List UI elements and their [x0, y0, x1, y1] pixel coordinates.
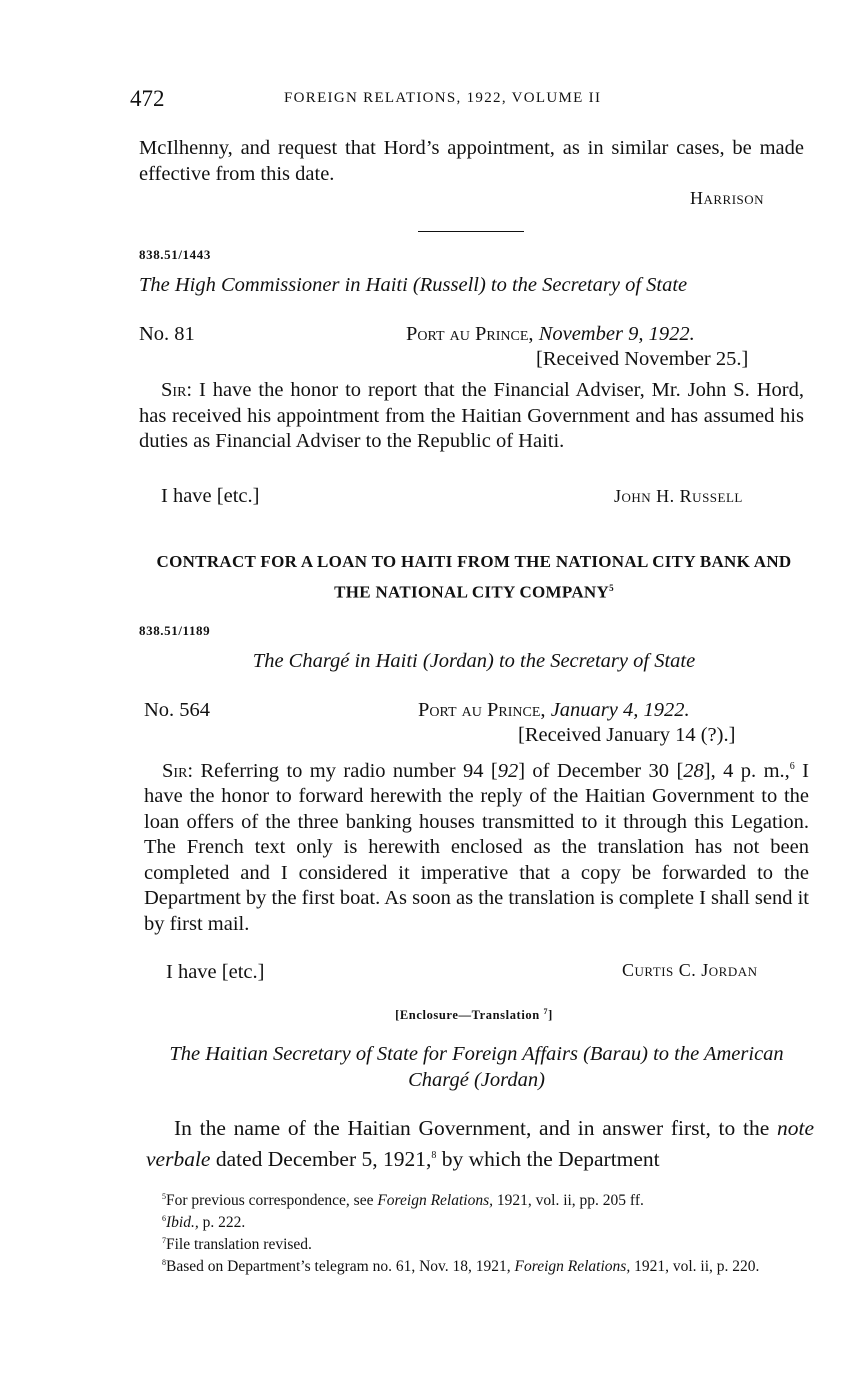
running-head: FOREIGN RELATIONS, 1922, VOLUME II	[284, 90, 602, 106]
enclosure-body: In the name of the Haitian Government, and in answer first, to the note verbale dated December 5, 1921,$^8$ by which the Department	[146, 1116, 814, 1172]
enclosure-title: The Haitian Secretary of State for Foreign Affairs (Barau) to the American Chargé (Jordan)	[169, 1043, 784, 1091]
footnotes	[148, 1188, 816, 1277]
received-date: [Received November 25.]	[536, 348, 749, 370]
closing: I have [etc.]	[166, 961, 265, 983]
document-title: The Chargé in Haiti (Jordan) to the Secretary of State	[252, 650, 696, 672]
document-number: No. 564	[144, 699, 211, 721]
page-number: 472	[130, 86, 165, 111]
footnote: $^5$For previous correspondence, see Foreign Relations, 1921, vol. ii, pp. 205 ff.	[162, 1192, 644, 1210]
letter-body: Sir: Referring to my radio number 94 [92] of December 30 [28], 4 p. m.,$^6$ I have the honor to forward herewith the reply of the Haitian Government to the loan offers of the three banking houses transmitted to it through this Legation. The French text only is herewith enclosed as the translation has not been completed and I considered it imperative that a copy be forwarded to the Department by the first boat. As soon as the translation is complete I shall send it by first mail.	[144, 759, 810, 935]
closing: I have [etc.]	[161, 485, 260, 507]
footnote: $^6$Ibid., p. 222.	[162, 1214, 246, 1232]
footnote: $^8$Based on Department’s telegram no. 61, Nov. 18, 1921, Foreign Relations, 1921, vol. ii, p. 220.	[162, 1258, 760, 1276]
signature-russell: John H. Russell	[614, 486, 743, 506]
enclosure-label: [Enclosure—Translation $^7$]	[395, 1007, 553, 1023]
section-heading: CONTRACT FOR A LOAN TO HAITI FROM THE NATIONAL CITY BANK AND THE NATIONAL CITY COMPANY$^5$	[156, 552, 792, 602]
footnote: $^7$File translation revised.	[162, 1236, 312, 1254]
received-date: [Received January 14 (?).]	[518, 724, 736, 746]
document-title: The High Commissioner in Haiti (Russell) to the Secretary of State	[139, 274, 688, 296]
document-number: No. 81	[139, 323, 195, 345]
dateline: Port au Prince, November 9, 1922.	[406, 323, 695, 345]
section-divider	[418, 231, 524, 232]
signature-harrison: Harrison	[690, 188, 765, 208]
file-number: 838.51/1189	[139, 623, 211, 638]
file-number: 838.51/1443	[139, 247, 211, 262]
signature-jordan: Curtis C. Jordan	[622, 960, 758, 980]
dateline: Port au Prince, January 4, 1922.	[418, 699, 690, 721]
letter-body: Sir: I have the honor to report that the Financial Adviser, Mr. John S. Hord, has received his appointment from the Haitian Government and has assumed his duties as Financial Adviser to the Republic of Haiti.	[139, 379, 804, 452]
continuation-text: McIlhenny, and request that Hord’s appointment, as in similar cases, be made effective from this date.	[139, 137, 804, 185]
